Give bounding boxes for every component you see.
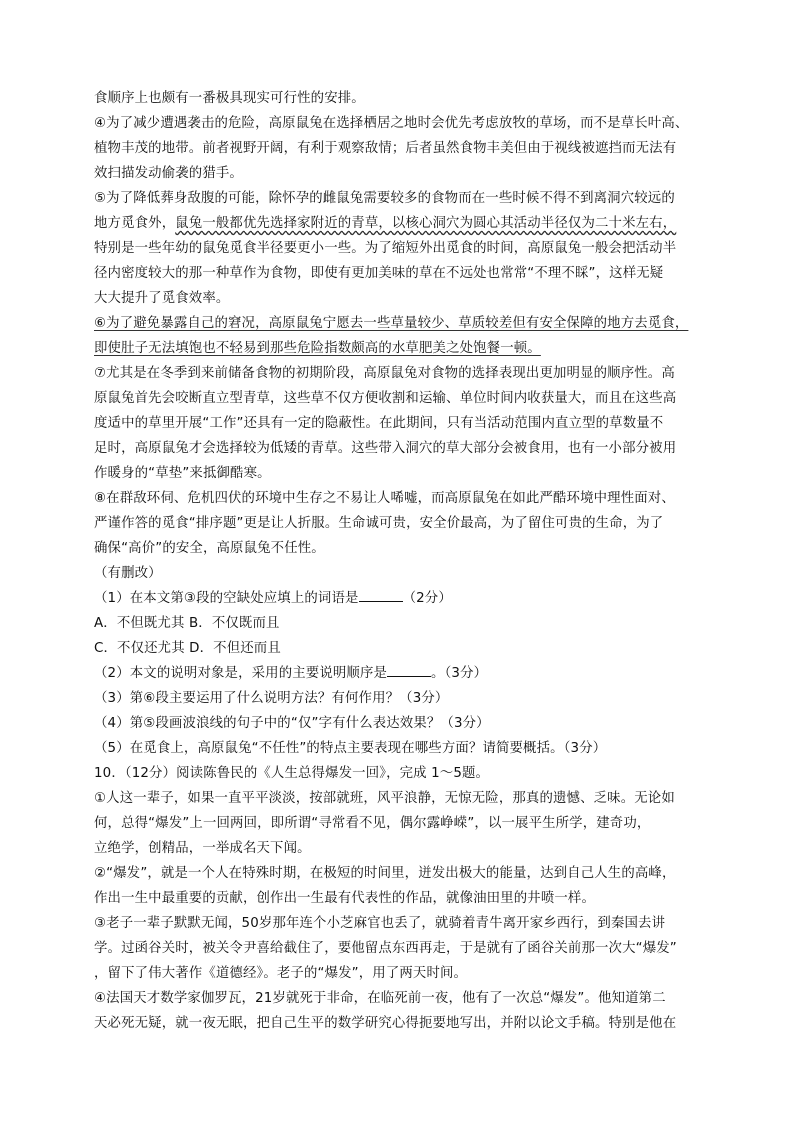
underlined-sentence: 即使肚子无法填饱也不轻易到那些危险指数颇高的水草肥美之处饱餐一顿。 — [94, 341, 541, 356]
paragraph-7-line: 足时，高原鼠兔才会选择较为低矮的青草。这些带入洞穴的草大部分会被食用，也有一小部分被用 — [94, 441, 677, 456]
paragraph-8-line: 确保“高价”的安全，高原鼠兔不任性。 — [94, 541, 325, 556]
answer-blank — [387, 662, 431, 677]
essay-paragraph-3-line: ，留下了伟大著作《道德经》。老子的“爆发”，用了两天时间。 — [94, 966, 468, 981]
essay-paragraph-3-line: 学。过函谷关时，被关令尹喜给截住了，要他留点东西再走，于是就有了函谷关前那一次大“爆发” — [94, 941, 677, 956]
question-1 — [94, 586, 714, 611]
text-line: 食顺序上也颇有一番极具现实可行性的安排。 — [94, 91, 365, 106]
document-page — [94, 86, 714, 1036]
paragraph-4-line: 效扫描发动偷袭的猎手。 — [94, 166, 243, 181]
paragraph-6-line — [94, 311, 714, 336]
question-2 — [94, 661, 714, 686]
question-3: （3）第⑥段主要运用了什么说明方法？有何作用？（3分） — [94, 691, 449, 706]
paragraph-5-line — [94, 211, 714, 236]
essay-paragraph-4-line: ④法国天才数学家伽罗瓦，21岁就死于非命，在临死前一夜，他有了一次总“爆发”。他知道第二 — [94, 991, 666, 1006]
paragraph-6-line — [94, 336, 714, 361]
paragraph-5-line: 大大提升了觅食效率。 — [94, 291, 230, 306]
paragraph-7-line: 原鼠兔首先会咬断直立型青草，这些草不仅方便收割和运输、单位时间内收获量大，而且在这些高 — [94, 391, 677, 406]
option-line: A．不但既尤其 B．不仅既而且 — [94, 616, 280, 631]
underlined-sentence: ⑥为了避免暴露自己的窘况，高原鼠兔宁愿去一些草量较少、草质较差但有安全保障的地方去觅食， — [94, 316, 689, 331]
essay-paragraph-3-line: ③老子一辈子默默无闻，50岁那年连个小芝麻官也丢了，就骑着青牛离开家乡西行，到秦国去讲 — [94, 916, 666, 931]
essay-paragraph-1-line: 何，总得“爆发”上一回两回，即所谓“寻常看不见，偶尔露峥嵘”，以一展平生所学，建奇功， — [94, 816, 651, 831]
paragraph-8-line: 严谨作答的觅食“排序题”更是让人折服。生命诚可贵，安全价最高，为了留住可贵的生命，为了 — [94, 516, 664, 531]
wavy-underlined-sentence: 鼠兔一般都优先选择家附近的青草，以核心洞穴为圆心其活动半径仅为二十米左右， — [175, 216, 677, 231]
option-line: C．不仅还尤其 D．不但还而且 — [94, 641, 281, 656]
essay-paragraph-2-line: 作出一生中最重要的贡献，创作出一生最有代表性的作品，就像油田里的井喷一样。 — [94, 891, 596, 906]
paragraph-5-line: 径内密度较大的那一种草作为食物，即使有更加美味的草在不远处也常常“不理不睬”，这样无疑 — [94, 266, 664, 281]
paragraph-7-line: 作暖身的“草垫”来抵御酷寒。 — [94, 466, 271, 481]
paragraph-7-line: ⑦尤其是在冬季到来前储备食物的初期阶段，高原鼠兔对食物的选择表现出更加明显的顺序性。高 — [94, 366, 675, 381]
paragraph-4-line: ④为了减少遭遇袭击的危险，高原鼠兔在选择栖居之地时会优先考虑放牧的草场，而不是草长叶高、 — [94, 116, 689, 131]
paragraph-5-line: 特别是一些年幼的鼠兔觅食半径要更小一些。为了缩短外出觅食的时间，高原鼠兔一般会把活动半 — [94, 241, 677, 256]
plain-text: 地方觅食外， — [94, 216, 176, 231]
question-points: （2分） — [402, 591, 452, 606]
essay-paragraph-1-line: ①人这一辈子，如果一直平平淡淡，按部就班，风平浪静，无惊无险，那真的遗憾、乏味。无论如 — [94, 791, 675, 806]
question-points: 。（3分） — [431, 666, 488, 681]
paragraph-8-line: ⑧在群敌环伺、危机四伏的环境中生存之不易让人唏嘘，而高原鼠兔在如此严酷环境中理性面对、 — [94, 491, 675, 506]
essay-paragraph-2-line: ②“爆发”，就是一个人在特殊时期，在极短的时间里，迸发出极大的能量，达到自己人生的高峰， — [94, 866, 676, 881]
section-10-heading: 10．（12分）阅读陈鲁民的《人生总得爆发一回》，完成 1～5题。 — [94, 766, 490, 781]
answer-blank — [359, 587, 403, 602]
essay-paragraph-4-line: 天必死无疑，就一夜无眠，把自己生平的数学研究心得扼要地写出，并附以论文手稿。特别是他在 — [94, 1016, 677, 1031]
paragraph-4-line: 植物丰茂的地带。前者视野开阔，有利于观察敌情；后者虽然食物丰美但由于视线被遮挡而无法有 — [94, 141, 677, 156]
essay-paragraph-1-line: 立绝学，创精品，一举成名天下闻。 — [94, 841, 311, 856]
question-text: （1）在本文第③段的空缺处应填上的词语是 — [94, 591, 359, 606]
question-text: （2）本文的说明对象是，采用的主要说明顺序是 — [94, 666, 388, 681]
question-5: （5）在觅食上，高原鼠兔“不任性”的特点主要表现在哪些方面？请简要概括。（3分） — [94, 741, 607, 756]
paragraph-5-line: ⑤为了降低葬身敌腹的可能，除怀孕的雌鼠兔需要较多的食物而在一些时候不得不到离洞穴较远的 — [94, 191, 675, 206]
paragraph-7-line: 度适中的草里开展“工作”还具有一定的隐蔽性。在此期间，只有当活动范围内直立型的草数量不 — [94, 416, 664, 431]
question-4: （4）第⑤段画波浪线的句子中的“仅”字有什么表达效果？（3分） — [94, 716, 490, 731]
source-note: （有删改） — [94, 566, 162, 581]
